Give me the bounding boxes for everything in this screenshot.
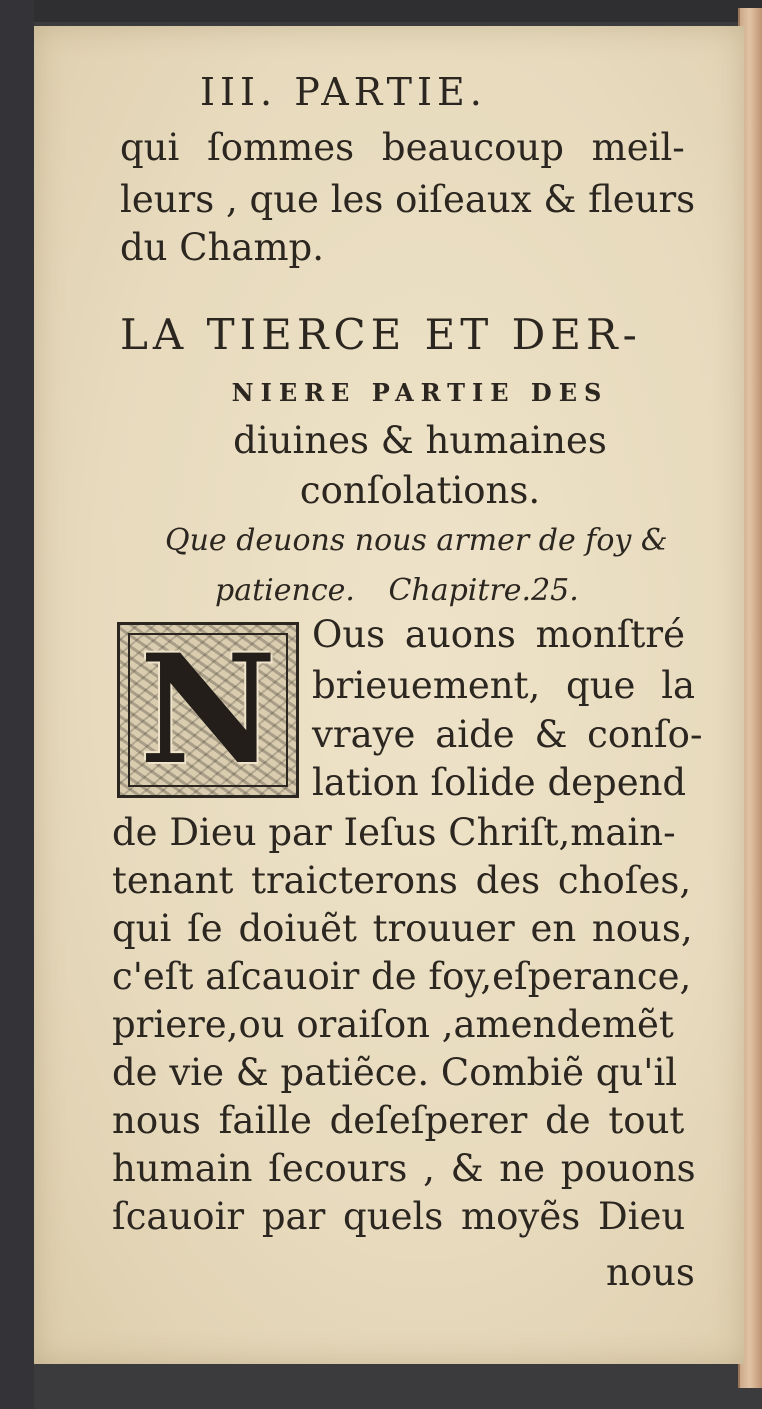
book-binding-edge [0,0,34,1409]
body-line-11: nous faille deſeſperer de tout [112,1099,685,1142]
section-title-line-4: conſolations. [299,469,541,512]
decorated-initial-letter: N [139,622,277,798]
running-head: III. PARTIE. [200,70,487,114]
continuation-line-2: leurs , que les oiſeaux & fleurs [120,178,696,221]
chapter-heading-line-2: patience. Chapitre.25. [215,573,579,608]
scan-background-top [0,0,762,22]
decorated-initial-woodcut [117,622,299,798]
body-line-5: de Dieu par Ieſus Chriſt,main- [112,811,676,854]
decorated-initial-frame [128,622,288,798]
body-line-13: ſcauoir par quels moyẽs Dieu [112,1195,686,1238]
section-title-line-2: NIERE PARTIE DES [231,378,609,407]
body-line-4: lation ſolide depend [312,761,687,804]
continuation-line-1: qui ſommes beaucoup meil- [120,126,685,169]
section-title-line-3: diuines & humaines [233,419,607,462]
body-line-1: Ous auons monſtré [312,613,685,656]
body-line-7: qui ſe doiuẽt trouuer en nous, [112,907,693,950]
body-line-2: brieuement, que la [312,664,696,707]
chapter-heading-line-1: Que deuons nous armer de foy & [165,523,668,558]
body-line-3: vraye aide & conſo- [312,713,703,756]
body-line-6: tenant traicterons des choſes, [112,859,692,902]
section-title-line-1: LA TIERCE ET DER- [120,310,642,359]
body-line-12: humain ſecours , & ne pouons [112,1147,696,1190]
body-line-9: priere,ou oraiſon ,amendemẽt [112,1003,674,1046]
catchword: nous [606,1251,695,1294]
continuation-line-3: du Champ. [120,226,325,269]
body-line-8: c'eſt aſcauoir de foy,eſperance, [112,955,692,998]
body-line-10: de vie & patiẽce. Combiẽ qu'il [112,1051,678,1094]
